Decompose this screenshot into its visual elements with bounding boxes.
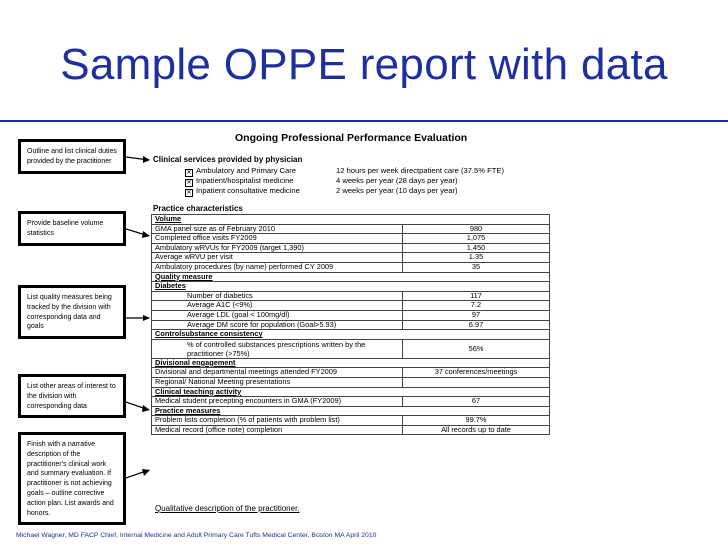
- callout-volume-statistics: Provide baseline volume statistics: [18, 211, 126, 246]
- row-label: Diabetes: [152, 282, 403, 292]
- checkbox-icon: ✕: [186, 170, 192, 176]
- callout-clinical-duties: Outline and list clinical duties provided by the practitioner: [18, 139, 126, 174]
- table-row: [152, 282, 550, 292]
- row-label: Completed office visits FY2009: [152, 234, 403, 244]
- row-label: % of controlled substances prescriptions written by the practitioner (>75%): [152, 339, 403, 358]
- callout-narrative: Finish with a narrative description of the practitioner's clinical work and summary evaluation. If practitioner is not achieving goals – outline corrective action plan. List awards and honors.: [18, 432, 126, 525]
- row-value: [403, 377, 550, 387]
- row-label: Number of diabetics: [152, 291, 403, 301]
- table-row: [152, 310, 550, 320]
- row-label: Average LDL (goal < 100mg/dl): [152, 310, 403, 320]
- row-label: Practice measures: [152, 406, 403, 416]
- row-label: Average A1C (<9%): [152, 301, 403, 311]
- table-row: [152, 425, 550, 435]
- row-value: 67: [403, 397, 550, 407]
- clinical-services-heading: Clinical services provided by physician: [153, 155, 303, 164]
- callout-quality-measures: List quality measures being tracked by the division with corresponding data and goals: [18, 285, 126, 339]
- table-row: [152, 339, 550, 358]
- arrowhead-3: [143, 315, 150, 321]
- table-row: [152, 368, 550, 378]
- clinical-time-3: 2 weeks per year (10 days per year): [336, 186, 458, 195]
- row-value: 1,075: [403, 234, 550, 244]
- row-label: Quality measure: [152, 272, 403, 282]
- arrowhead-5: [142, 469, 150, 476]
- clinical-time-1: 12 hours per week directpatient care (37.5% FTE): [336, 166, 504, 175]
- row-label: Divisional and departmental meetings attended FY2009: [152, 368, 403, 378]
- slide-title: Sample OPPE report with data: [60, 40, 668, 89]
- row-label: Divisional engagement: [152, 358, 403, 368]
- table-row: [152, 416, 550, 426]
- row-value: 1,450: [403, 243, 550, 253]
- row-label: Controlsubstance consistency: [152, 330, 403, 340]
- report-title: Ongoing Professional Performance Evaluation: [235, 132, 468, 144]
- practice-table: [151, 214, 550, 435]
- row-label: Regional/ National Meeting presentations: [152, 377, 403, 387]
- arrowhead-2: [142, 231, 150, 238]
- clinical-time-2: 4 weeks per year (28 days per year): [336, 176, 458, 185]
- row-label: Average DM score for population (Goal>5.93): [152, 320, 403, 330]
- row-label: Medical record (office note) completion: [152, 425, 403, 435]
- row-value: 980: [403, 224, 550, 234]
- table-row: [152, 272, 550, 282]
- row-value: 35: [403, 262, 550, 272]
- qualitative-description-link[interactable]: Qualitative description of the practitioner.: [155, 504, 300, 513]
- clinical-service-2: ✕ Inpatient/hospitalist medicine: [186, 176, 294, 186]
- row-label: Volume: [152, 215, 403, 225]
- checkbox-icon: ✕: [186, 180, 192, 186]
- clinical-service-1: ✕ Ambulatory and Primary Care: [186, 166, 297, 176]
- row-value: All records up to date: [403, 425, 550, 435]
- row-value: 6.97: [403, 320, 550, 330]
- row-label: Ambulatory wRVUs for FY2009 (target 1,390): [152, 243, 403, 253]
- practice-characteristics-heading: Practice characteristics: [153, 204, 243, 213]
- clinical-service-3: ✕ Inpatient consultative medicine: [186, 186, 300, 196]
- row-label: Clinical teaching activity: [152, 387, 403, 397]
- checkbox-icon: ✕: [186, 190, 192, 196]
- table-row: [152, 234, 550, 244]
- row-value: 97: [403, 310, 550, 320]
- arrowhead-4: [142, 405, 150, 412]
- callout-other-areas: List other areas of interest to the division with corresponding data: [18, 374, 126, 418]
- row-value: 1.35: [403, 253, 550, 263]
- table-row: [152, 215, 550, 225]
- row-value: 7.2: [403, 301, 550, 311]
- row-label: GMA panel size as of February 2010: [152, 224, 403, 234]
- row-value: 56%: [403, 339, 550, 358]
- row-value: 37 conferences/meetings: [403, 368, 550, 378]
- table-row: [152, 330, 550, 340]
- row-value: [403, 272, 550, 282]
- row-value: 117: [403, 291, 550, 301]
- footer-credit: Michael Wagner, MD FACP Chief, Internal Medicine and Adult Primary Care Tufts Medical Center, Boston MA April 2010: [16, 532, 377, 539]
- arrowhead-1: [143, 156, 150, 163]
- row-value: [403, 282, 550, 292]
- table-row: [152, 397, 550, 407]
- row-label: Average wRVU per visit: [152, 253, 403, 263]
- row-label: Problem lists completion (% of patients with problem list): [152, 416, 403, 426]
- row-label: Medical student precepting encounters in GMA (FY2009): [152, 397, 403, 407]
- row-value: [403, 330, 550, 340]
- table-row: [152, 301, 550, 311]
- row-label: Ambulatory procedures (by name) performed CY 2009: [152, 262, 403, 272]
- table-row: [152, 262, 550, 272]
- row-value: 99.7%: [403, 416, 550, 426]
- row-value: [403, 215, 550, 225]
- table-row: [152, 377, 550, 387]
